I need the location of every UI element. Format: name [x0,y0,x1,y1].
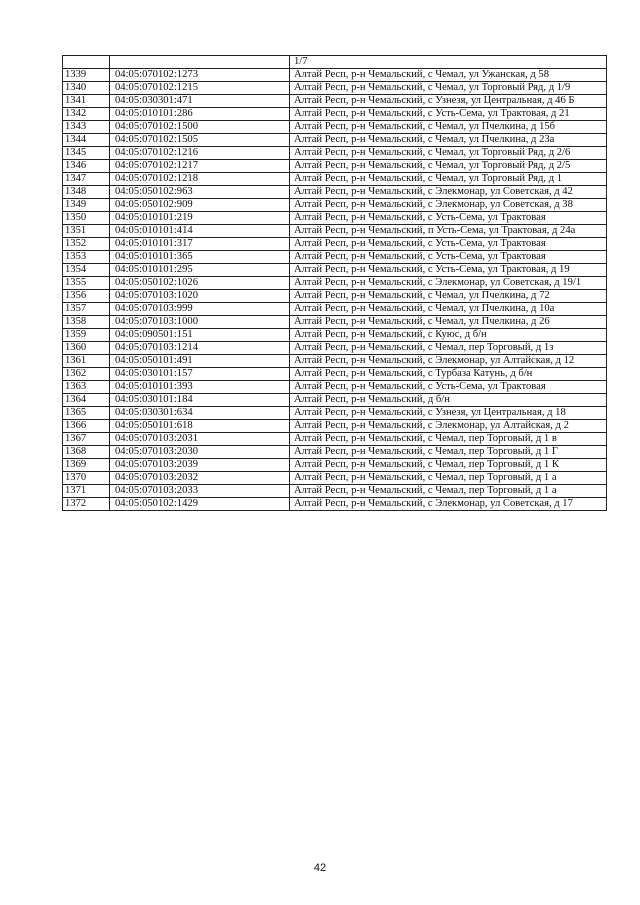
table-row [63,251,607,264]
table-row [63,134,607,147]
row-number-cell: 1372 [63,498,110,511]
address-cell: Алтай Респ, р-н Чемальский, с Элекмонар, ул Советская, д 17 [290,498,607,511]
table-row [63,95,607,108]
table-row [63,225,607,238]
address-cell: Алтай Респ, р-н Чемальский, с Элекмонар, ул Советская, д 38 [290,199,607,212]
table-row [63,368,607,381]
address-cell: Алтай Респ, р-н Чемальский, п Усть-Сема, ул Трактовая, д 24а [290,225,607,238]
row-number-cell: 1343 [63,121,110,134]
table-row [63,498,607,511]
address-cell: Алтай Респ, р-н Чемальский, с Чемал, пер Торговый, д 1 К [290,459,607,472]
cadastral-number-cell: 04:05:030301:634 [110,407,290,420]
address-cell: Алтай Респ, р-н Чемальский, с Чемал, пер Торговый, д 1 в [290,433,607,446]
table-row [63,329,607,342]
address-cell: Алтай Респ, р-н Чемальский, с Чемал, пер Торговый, д 1 Г [290,446,607,459]
cadastral-number-cell: 04:05:070102:1216 [110,147,290,160]
address-cell: Алтай Респ, р-н Чемальский, с Чемал, ул Пчелкина, д 15б [290,121,607,134]
table-row [63,407,607,420]
table-row [63,290,607,303]
row-number-cell: 1353 [63,251,110,264]
row-number-cell: 1346 [63,160,110,173]
row-number-cell: 1359 [63,329,110,342]
address-cell: Алтай Респ, р-н Чемальский, с Усть-Сема, ул Трактовая [290,251,607,264]
address-cell: Алтай Респ, р-н Чемальский, с Чемал, ул Ужанская, д 58 [290,69,607,82]
table-row [63,472,607,485]
table-row [63,277,607,290]
address-cell: Алтай Респ, р-н Чемальский, с Чемал, ул Торговый Ряд, д 2/6 [290,147,607,160]
cadastral-number-cell: 04:05:070102:1273 [110,69,290,82]
row-number-cell: 1358 [63,316,110,329]
property-table [62,55,607,511]
row-number-cell: 1352 [63,238,110,251]
cadastral-number-cell: 04:05:010101:365 [110,251,290,264]
address-cell: Алтай Респ, р-н Чемальский, с Чемал, ул Пчелкина, д 26 [290,316,607,329]
row-number-cell: 1354 [63,264,110,277]
address-cell: Алтай Респ, р-н Чемальский, с Узнезя, ул Центральная, д 46 Б [290,95,607,108]
row-number-cell: 1340 [63,82,110,95]
row-number-cell: 1371 [63,485,110,498]
address-cell: 1/7 [290,56,607,69]
row-number-cell: 1367 [63,433,110,446]
cadastral-number-cell: 04:05:010101:414 [110,225,290,238]
address-cell: Алтай Респ, р-н Чемальский, с Чемал, ул Торговый Ряд, д 2/5 [290,160,607,173]
row-number-cell: 1369 [63,459,110,472]
cadastral-number-cell: 04:05:070103:1214 [110,342,290,355]
row-number-cell: 1366 [63,420,110,433]
cadastral-number-cell: 04:05:050102:1026 [110,277,290,290]
cadastral-number-cell: 04:05:030101:184 [110,394,290,407]
table-row [63,160,607,173]
address-cell: Алтай Респ, р-н Чемальский, с Чемал, ул Пчелкина, д 23а [290,134,607,147]
table-row [63,459,607,472]
table-row [63,433,607,446]
row-number-cell: 1356 [63,290,110,303]
table-row [63,147,607,160]
cadastral-number-cell: 04:05:070102:1215 [110,82,290,95]
property-table-body [63,56,607,511]
address-cell: Алтай Респ, р-н Чемальский, с Чемал, ул Торговый Ряд, д 1 [290,173,607,186]
table-row [63,355,607,368]
cadastral-number-cell: 04:05:070103:2032 [110,472,290,485]
cadastral-number-cell: 04:05:010101:286 [110,108,290,121]
cadastral-number-cell: 04:05:050101:618 [110,420,290,433]
row-number-cell: 1363 [63,381,110,394]
cadastral-number-cell: 04:05:070103:2031 [110,433,290,446]
row-number-cell: 1348 [63,186,110,199]
address-cell: Алтай Респ, р-н Чемальский, с Усть-Сема, ул Трактовая, д 19 [290,264,607,277]
cadastral-number-cell: 04:05:030301:471 [110,95,290,108]
address-cell: Алтай Респ, р-н Чемальский, с Чемал, пер Торговый, д 1з [290,342,607,355]
cadastral-number-cell: 04:05:050102:963 [110,186,290,199]
row-number-cell: 1347 [63,173,110,186]
row-number-cell: 1368 [63,446,110,459]
address-cell: Алтай Респ, р-н Чемальский, д б/н [290,394,607,407]
table-row [63,212,607,225]
table-row [63,316,607,329]
address-cell: Алтай Респ, р-н Чемальский, с Турбаза Катунь, д б/н [290,368,607,381]
table-row [63,69,607,82]
table-row [63,394,607,407]
cadastral-number-cell [110,56,290,69]
cadastral-number-cell: 04:05:070102:1505 [110,134,290,147]
row-number-cell: 1355 [63,277,110,290]
row-number-cell: 1360 [63,342,110,355]
table-row [63,342,607,355]
cadastral-number-cell: 04:05:070103:2039 [110,459,290,472]
cadastral-number-cell: 04:05:010101:295 [110,264,290,277]
table-row [63,238,607,251]
address-cell: Алтай Респ, р-н Чемальский, с Элекмонар, ул Алтайская, д 12 [290,355,607,368]
row-number-cell: 1345 [63,147,110,160]
cadastral-number-cell: 04:05:070102:1218 [110,173,290,186]
row-number-cell: 1339 [63,69,110,82]
cadastral-number-cell: 04:05:010101:317 [110,238,290,251]
cadastral-number-cell: 04:05:050102:909 [110,199,290,212]
row-number-cell: 1364 [63,394,110,407]
cadastral-number-cell: 04:05:070102:1500 [110,121,290,134]
cadastral-number-cell: 04:05:070103:1000 [110,316,290,329]
address-cell: Алтай Респ, р-н Чемальский, с Усть-Сема, ул Трактовая [290,212,607,225]
page-number: 42 [313,862,327,874]
table-row [63,173,607,186]
table-row [63,303,607,316]
table-row [63,381,607,394]
row-number-cell: 1342 [63,108,110,121]
address-cell: Алтай Респ, р-н Чемальский, с Узнезя, ул Центральная, д 18 [290,407,607,420]
row-number-cell: 1341 [63,95,110,108]
cadastral-number-cell: 04:05:050101:491 [110,355,290,368]
table-row [63,108,607,121]
row-number-cell [63,56,110,69]
table-row [63,446,607,459]
table-row [63,56,607,69]
row-number-cell: 1370 [63,472,110,485]
address-cell: Алтай Респ, р-н Чемальский, с Усть-Сема, ул Трактовая [290,381,607,394]
address-cell: Алтай Респ, р-н Чемальский, с Куюс, д б/н [290,329,607,342]
address-cell: Алтай Респ, р-н Чемальский, с Элекмонар, ул Алтайская, д 2 [290,420,607,433]
address-cell: Алтай Респ, р-н Чемальский, с Чемал, ул Пчелкина, д 10а [290,303,607,316]
cadastral-number-cell: 04:05:030101:157 [110,368,290,381]
cadastral-number-cell: 04:05:050102:1429 [110,498,290,511]
cadastral-number-cell: 04:05:070103:999 [110,303,290,316]
cadastral-number-cell: 04:05:090501:151 [110,329,290,342]
address-cell: Алтай Респ, р-н Чемальский, с Элекмонар, ул Советская, д 19/1 [290,277,607,290]
table-row [63,420,607,433]
table-row [63,199,607,212]
address-cell: Алтай Респ, р-н Чемальский, с Чемал, ул Пчелкина, д 72 [290,290,607,303]
cadastral-number-cell: 04:05:070103:2030 [110,446,290,459]
row-number-cell: 1357 [63,303,110,316]
cadastral-number-cell: 04:05:070103:1020 [110,290,290,303]
table-row [63,121,607,134]
address-cell: Алтай Респ, р-н Чемальский, с Элекмонар, ул Советская, д 42 [290,186,607,199]
row-number-cell: 1365 [63,407,110,420]
address-cell: Алтай Респ, р-н Чемальский, с Усть-Сема, ул Трактовая, д 21 [290,108,607,121]
row-number-cell: 1349 [63,199,110,212]
table-row [63,485,607,498]
row-number-cell: 1362 [63,368,110,381]
row-number-cell: 1344 [63,134,110,147]
cadastral-number-cell: 04:05:070102:1217 [110,160,290,173]
address-cell: Алтай Респ, р-н Чемальский, с Чемал, пер Торговый, д 1 а [290,472,607,485]
row-number-cell: 1350 [63,212,110,225]
row-number-cell: 1361 [63,355,110,368]
cadastral-number-cell: 04:05:010101:393 [110,381,290,394]
address-cell: Алтай Респ, р-н Чемальский, с Чемал, пер Торговый, д 1 а [290,485,607,498]
address-cell: Алтай Респ, р-н Чемальский, с Усть-Сема, ул Трактовая [290,238,607,251]
table-row [63,82,607,95]
table-row [63,264,607,277]
cadastral-number-cell: 04:05:010101:219 [110,212,290,225]
table-row [63,186,607,199]
address-cell: Алтай Респ, р-н Чемальский, с Чемал, ул Торговый Ряд, д 1/9 [290,82,607,95]
cadastral-number-cell: 04:05:070103:2033 [110,485,290,498]
row-number-cell: 1351 [63,225,110,238]
